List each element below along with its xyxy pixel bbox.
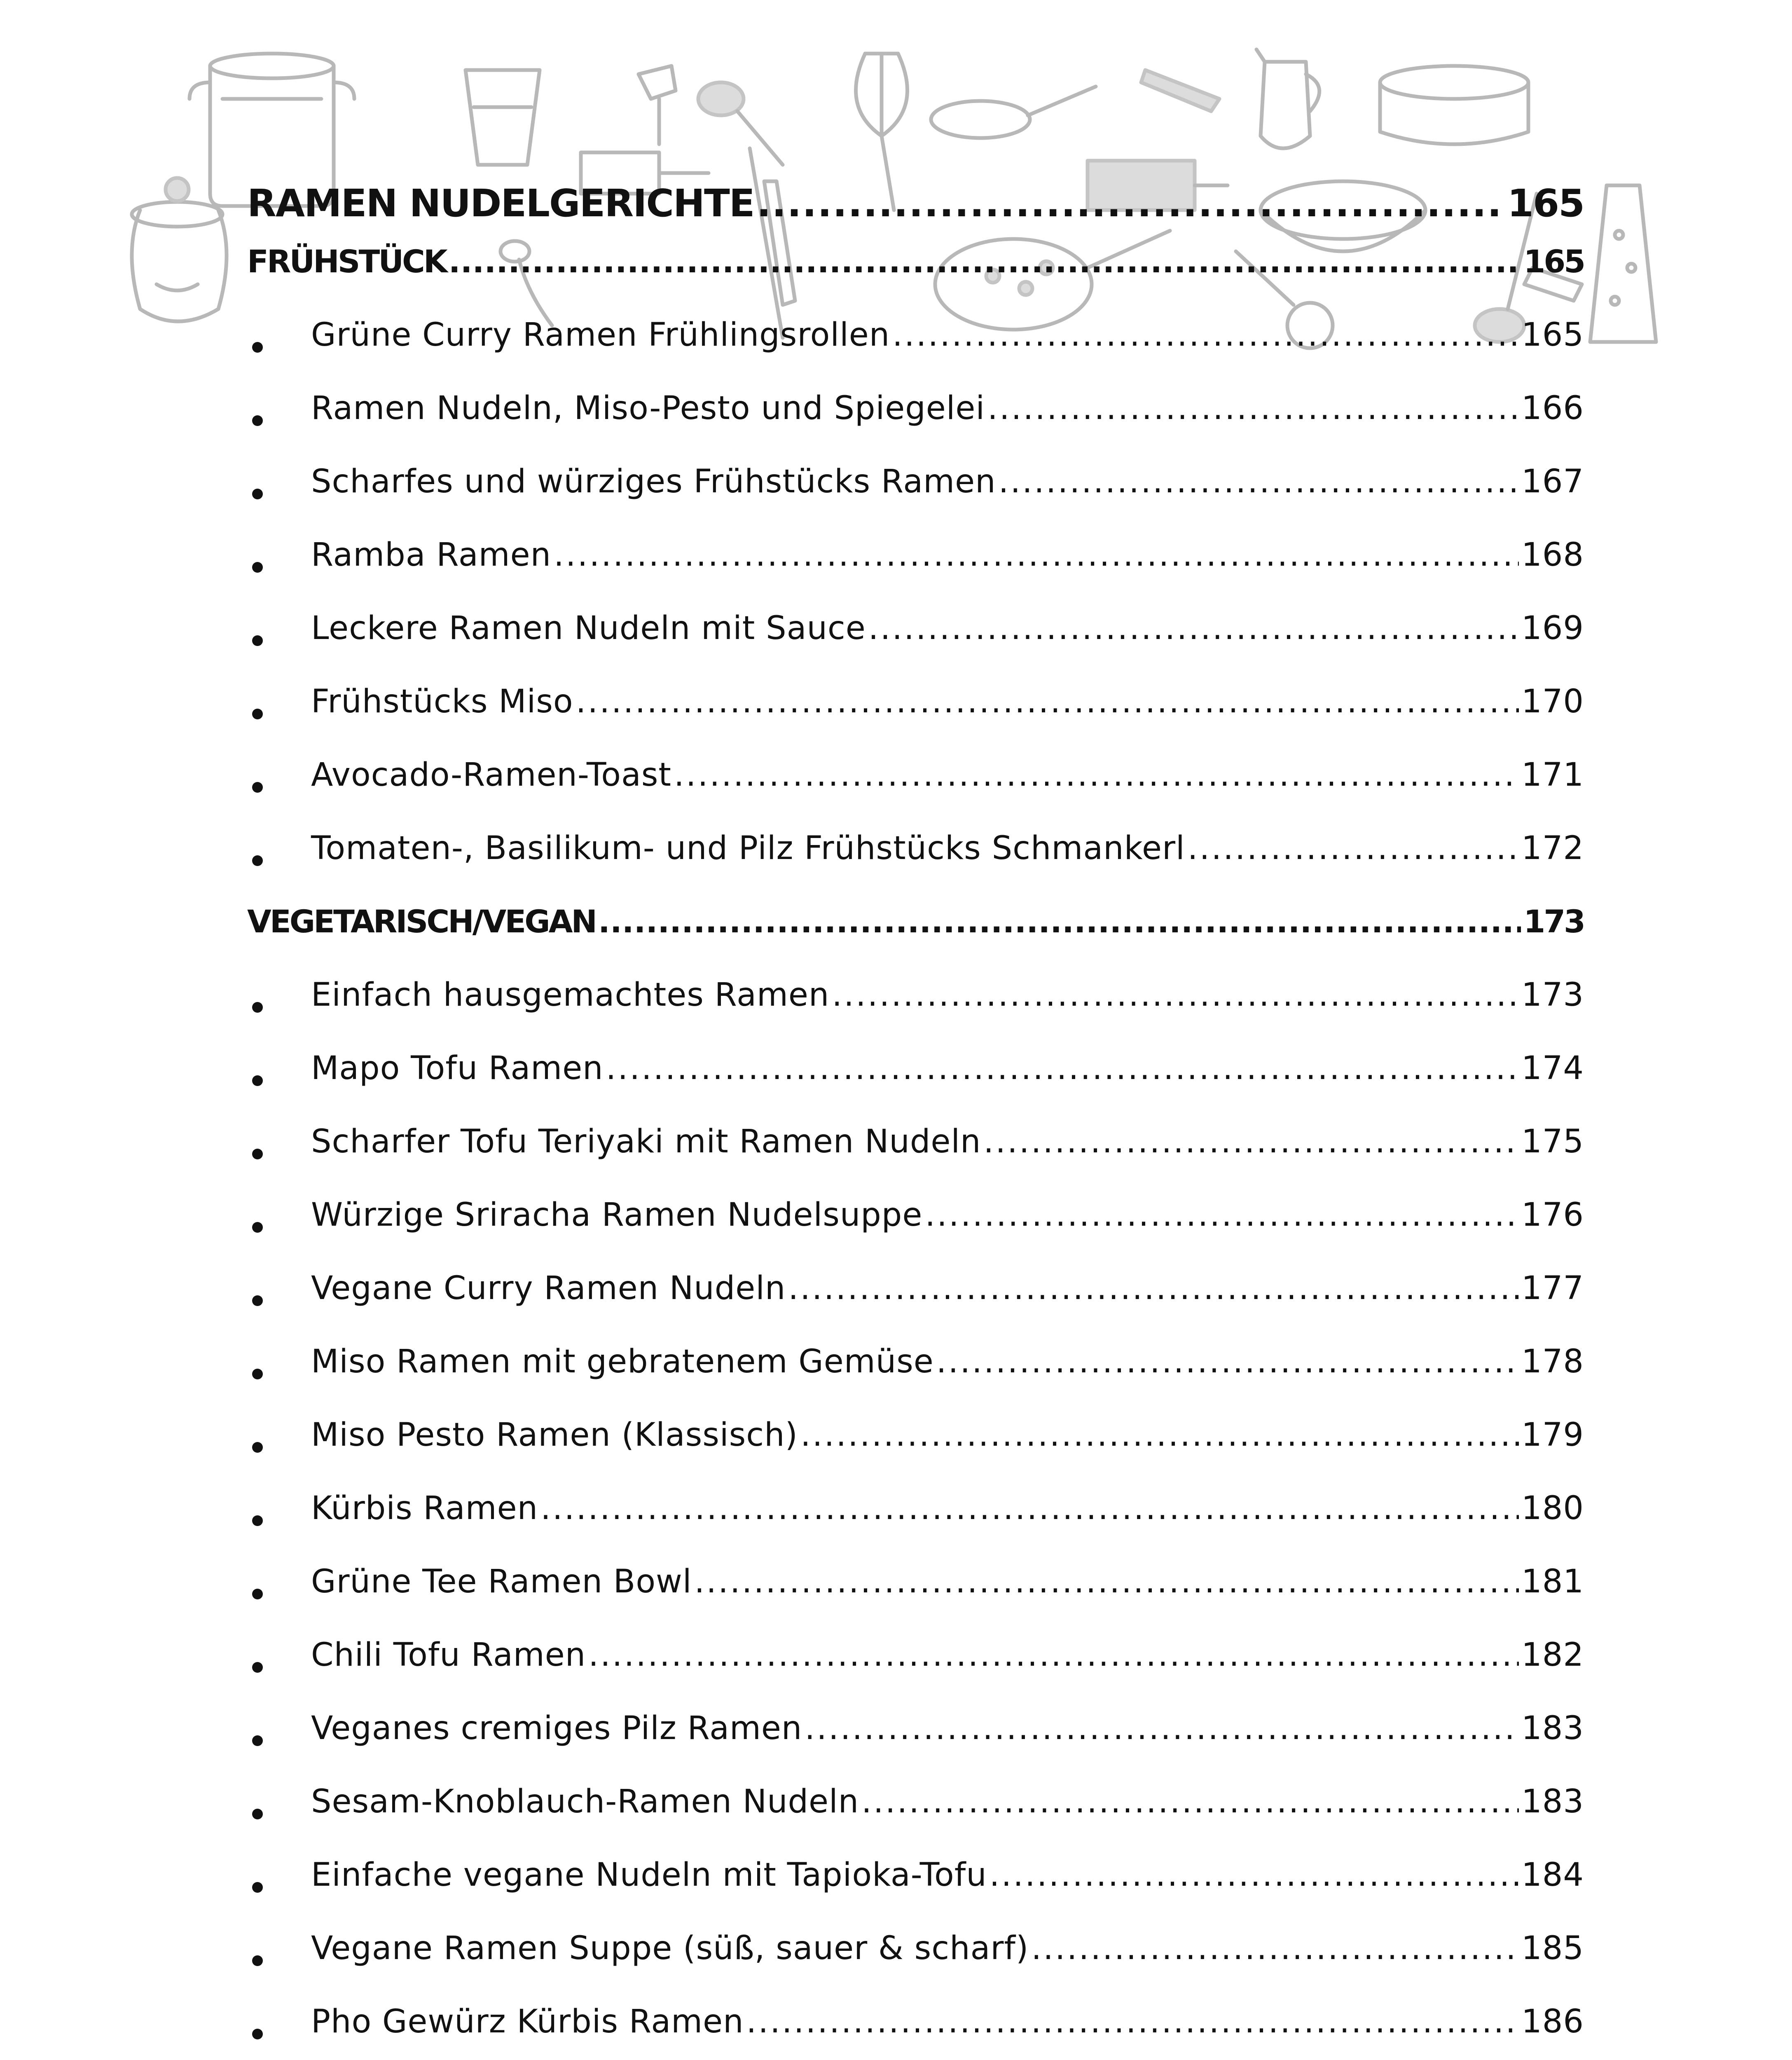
bullet-icon	[247, 1231, 311, 1235]
dot-leader	[805, 1710, 1519, 1747]
chapter-title-page: 165	[1507, 181, 1584, 225]
bullet-icon	[247, 498, 311, 502]
entry-page: 170	[1521, 683, 1584, 720]
toc-entry	[247, 1930, 1584, 2003]
bullet-icon	[247, 1671, 311, 1675]
toc-section-heading	[247, 903, 1584, 976]
entry-page: 165	[1521, 316, 1584, 353]
entry-page: 181	[1521, 1563, 1584, 1600]
bullet-icon	[247, 1378, 311, 1382]
entry-page: 183	[1521, 1783, 1584, 1820]
dot-leader	[832, 976, 1519, 1014]
entry-page: 172	[1521, 830, 1584, 867]
bullet-icon	[247, 1011, 311, 1015]
toc-entry	[247, 610, 1584, 683]
bullet-icon	[247, 424, 311, 428]
entry-label: Vegane Ramen Suppe (süß, sauer & scharf)	[311, 1930, 1029, 1967]
entry-page: 185	[1521, 1930, 1584, 1967]
entry-page: 166	[1521, 390, 1584, 427]
chapter-title-label: RAMEN NUDELGERICHTE	[247, 181, 754, 225]
toc-entry	[247, 316, 1584, 390]
entry-label: Frühstücks Miso	[311, 683, 573, 720]
entry-label: Tomaten-, Basilikum- und Pilz Frühstücks Schmankerl	[311, 830, 1185, 867]
entry-page: 169	[1521, 610, 1584, 647]
entry-page: 178	[1521, 1343, 1584, 1380]
dot-leader	[554, 536, 1519, 574]
dot-leader	[892, 316, 1519, 353]
toc-entry	[247, 1490, 1584, 1563]
entry-page: 186	[1521, 2003, 1584, 2040]
toc-entry	[247, 1270, 1584, 1343]
entry-page: 168	[1521, 536, 1584, 574]
toc-entry	[247, 1050, 1584, 1123]
bullet-icon	[247, 864, 311, 868]
entry-label: Kürbis Ramen	[311, 1490, 538, 1527]
bullet-icon	[247, 1818, 311, 1822]
entry-page: 179	[1521, 1416, 1584, 1454]
dot-leader	[1188, 830, 1519, 867]
dot-leader	[925, 1196, 1519, 1234]
entry-label: Avocado-Ramen-Toast	[311, 756, 671, 794]
toc-entry	[247, 830, 1584, 903]
bullet-icon	[247, 718, 311, 722]
section-label: FRÜHSTÜCK	[247, 243, 446, 280]
dot-leader	[588, 1636, 1519, 1674]
entry-label: Scharfer Tofu Teriyaki mit Ramen Nudeln	[311, 1123, 981, 1160]
toc-entry	[247, 756, 1584, 830]
entry-page: 171	[1521, 756, 1584, 794]
dot-leader	[1031, 1930, 1519, 1967]
entry-label: Vegane Curry Ramen Nudeln	[311, 1270, 786, 1307]
bullet-icon	[247, 1304, 311, 1309]
bullet-icon	[247, 791, 311, 795]
entry-label: Miso Ramen mit gebratenem Gemüse	[311, 1343, 934, 1380]
dot-leader	[746, 2003, 1519, 2040]
bullet-icon	[247, 1598, 311, 1602]
toc-entry	[247, 1343, 1584, 1416]
entry-page: 176	[1521, 1196, 1584, 1234]
toc-chapter-title	[247, 181, 1584, 243]
entry-page: 174	[1521, 1050, 1584, 1087]
bullet-icon	[247, 644, 311, 648]
bullet-icon	[247, 1451, 311, 1455]
entry-label: Veganes cremiges Pilz Ramen	[311, 1710, 802, 1747]
toc-entry	[247, 463, 1584, 536]
dot-leader	[674, 756, 1519, 794]
bullet-icon	[247, 571, 311, 575]
dot-leader	[598, 903, 1521, 940]
entry-label: Scharfes und würziges Frühstücks Ramen	[311, 463, 996, 500]
dot-leader	[606, 1050, 1519, 1087]
entry-label: Grüne Curry Ramen Frühlingsrollen	[311, 316, 890, 353]
toc-entry	[247, 1783, 1584, 1856]
entry-page: 184	[1521, 1856, 1584, 1894]
dot-leader	[861, 1783, 1519, 1820]
dot-leader	[990, 1856, 1519, 1894]
entry-label: Grüne Tee Ramen Bowl	[311, 1563, 692, 1600]
entry-label: Einfache vegane Nudeln mit Tapioka-Tofu	[311, 1856, 987, 1894]
toc-entry	[247, 390, 1584, 463]
toc-entry	[247, 1636, 1584, 1710]
bullet-icon	[247, 1158, 311, 1162]
toc-entry	[247, 683, 1584, 756]
entry-label: Leckere Ramen Nudeln mit Sauce	[311, 610, 866, 647]
toc-entry	[247, 2003, 1584, 2060]
toc-entry	[247, 1196, 1584, 1270]
bullet-icon	[247, 1084, 311, 1089]
table-of-contents	[247, 181, 1584, 2060]
bullet-icon	[247, 1891, 311, 1895]
bullet-icon	[247, 1524, 311, 1529]
dot-leader	[757, 181, 1505, 225]
dot-leader	[868, 610, 1519, 647]
dot-leader	[576, 683, 1519, 720]
entry-label: Sesam-Knoblauch-Ramen Nudeln	[311, 1783, 859, 1820]
dot-leader	[540, 1490, 1519, 1527]
bullet-icon	[247, 351, 311, 355]
entry-page: 175	[1521, 1123, 1584, 1160]
entry-label: Würzige Sriracha Ramen Nudelsuppe	[311, 1196, 923, 1234]
dot-leader	[936, 1343, 1519, 1380]
section-page: 165	[1523, 243, 1584, 280]
toc-entry	[247, 1416, 1584, 1490]
dot-leader	[999, 463, 1519, 500]
bullet-icon	[247, 1964, 311, 1969]
entry-label: Ramen Nudeln, Miso-Pesto und Spiegelei	[311, 390, 985, 427]
entry-label: Einfach hausgemachtes Ramen	[311, 976, 830, 1014]
toc-section-heading	[247, 243, 1584, 316]
entry-page: 177	[1521, 1270, 1584, 1307]
entry-page: 173	[1521, 976, 1584, 1014]
dot-leader	[788, 1270, 1519, 1307]
entry-label: Chili Tofu Ramen	[311, 1636, 586, 1674]
dot-leader	[449, 243, 1521, 280]
dot-leader	[695, 1563, 1519, 1600]
entry-page: 180	[1521, 1490, 1584, 1527]
entry-label: Miso Pesto Ramen (Klassisch)	[311, 1416, 798, 1454]
section-label: VEGETARISCH/VEGAN	[247, 903, 596, 940]
bullet-icon	[247, 2038, 311, 2042]
entry-page: 183	[1521, 1710, 1584, 1747]
entry-label: Pho Gewürz Kürbis Ramen	[311, 2003, 744, 2040]
entry-page: 182	[1521, 1636, 1584, 1674]
entry-page: 167	[1521, 463, 1584, 500]
toc-entry	[247, 976, 1584, 1050]
entry-label: Ramba Ramen	[311, 536, 552, 574]
toc-entry	[247, 1563, 1584, 1636]
toc-entry	[247, 1710, 1584, 1783]
toc-entry	[247, 1856, 1584, 1930]
section-page: 173	[1523, 903, 1584, 940]
entry-label: Mapo Tofu Ramen	[311, 1050, 604, 1087]
toc-entry	[247, 1123, 1584, 1196]
bullet-icon	[247, 1744, 311, 1749]
toc-entry	[247, 536, 1584, 610]
dot-leader	[987, 390, 1519, 427]
dot-leader	[800, 1416, 1519, 1454]
dot-leader	[983, 1123, 1519, 1160]
